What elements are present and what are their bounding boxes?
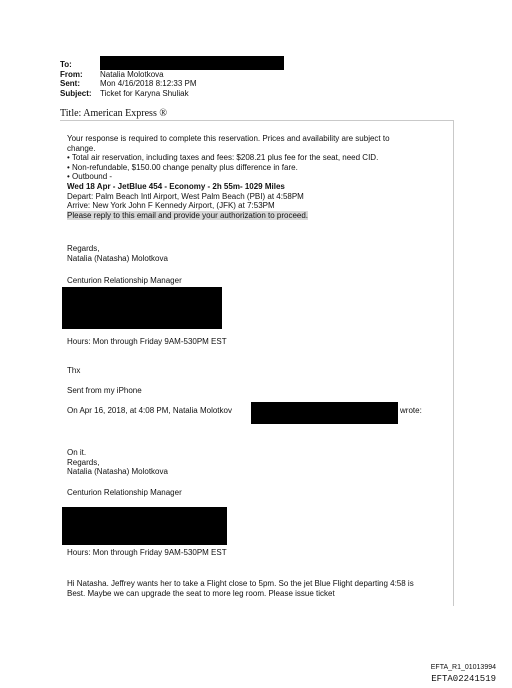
to-label: To: xyxy=(60,60,72,69)
hours-1: Hours: Mon through Friday 9AM-530PM EST xyxy=(67,337,227,346)
sender-role-2: Centurion Relationship Manager xyxy=(67,488,182,497)
intro-line-2: change. xyxy=(67,143,96,153)
document-title: Title: American Express ® xyxy=(60,108,167,119)
subject-label: Subject: xyxy=(60,88,92,98)
sent-label: Sent: xyxy=(60,79,80,89)
signature-block-2 xyxy=(67,448,168,477)
sent-from-iphone: Sent from my iPhone xyxy=(67,386,142,395)
sent-from-block xyxy=(67,386,142,396)
sent-value: Mon 4/16/2018 8:12:33 PM xyxy=(100,79,197,89)
from-label: From: xyxy=(60,69,83,79)
hours-block-1 xyxy=(67,337,227,347)
sender-name-1: Natalia (Natasha) Molotkova xyxy=(67,253,168,263)
subject-value: Ticket for Karyna Shuliak xyxy=(100,88,189,98)
message-line-1: Hi Natasha. Jeffrey wants her to take a Flight close to 5pm. So the jet Blue Flight departing 4:58 is xyxy=(67,579,414,588)
arrive-line: Arrive: New York John F Kennedy Airport, (JFK) at 7:53PM xyxy=(67,201,275,211)
from-value: Natalia Molotkova xyxy=(100,69,164,79)
sender-name-2: Natalia (Natasha) Molotkova xyxy=(67,467,168,477)
original-message xyxy=(67,579,414,598)
regards-2: Regards, xyxy=(67,457,100,467)
intro-line-1: Your response is required to complete this reservation. Prices and availability are subject to xyxy=(67,134,390,143)
hours-2: Hours: Mon through Friday 9AM-530PM EST xyxy=(67,548,227,557)
hours-block-2 xyxy=(67,548,227,558)
role-block-2 xyxy=(67,488,182,498)
sender-role-1: Centurion Relationship Manager xyxy=(67,276,182,285)
bullet-nonrefundable: • Non-refundable, $150.00 change penalty plus difference in fare. xyxy=(67,162,298,172)
thx: Thx xyxy=(67,366,81,375)
thx-line xyxy=(67,366,80,376)
role-block-1 xyxy=(67,276,182,286)
bullet-total: • Total air reservation, including taxes and fees: $208.21 plus fee for the seat, need CID. xyxy=(67,153,379,163)
to-redaction xyxy=(100,56,284,70)
email-redaction xyxy=(251,402,398,424)
contact-redaction-1 xyxy=(62,287,222,329)
regards-1: Regards, xyxy=(67,244,100,253)
footer-code-1: EFTA_R1_01013994 xyxy=(430,664,496,671)
message-line-2: Best. Maybe we can upgrade the seat to more leg room. Please issue ticket xyxy=(67,588,335,598)
footer-code-2: EFTA02241519 xyxy=(431,674,496,684)
quote-prefix: On Apr 16, 2018, at 4:08 PM, Natalia Molotkov xyxy=(67,406,232,415)
on-it: On it. xyxy=(67,448,87,457)
flight-line: Wed 18 Apr - JetBlue 454 - Economy - 2h 55m- 1029 Miles xyxy=(67,181,285,191)
signature-block-1 xyxy=(67,244,168,263)
contact-redaction-2 xyxy=(62,507,227,545)
quote-suffix: wrote: xyxy=(400,406,422,415)
bullet-outbound: • Outbound - xyxy=(67,172,113,182)
depart-line: Depart: Palm Beach Intl Airport, West Palm Beach (PBI) at 4:58PM xyxy=(67,191,304,201)
reply-request: Please reply to this email and provide your authorization to proceed. xyxy=(67,210,309,220)
reservation-block xyxy=(67,134,390,220)
